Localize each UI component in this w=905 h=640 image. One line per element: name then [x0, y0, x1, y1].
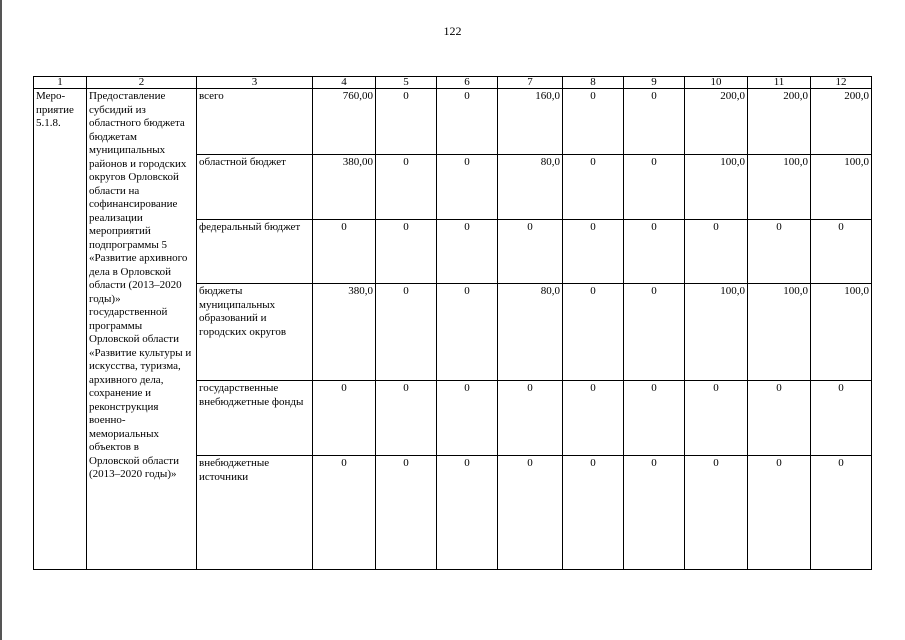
budget-table	[33, 76, 872, 570]
value-cell: 0	[811, 381, 872, 456]
header-cell: 10	[685, 77, 748, 89]
value-cell: 0	[376, 89, 437, 155]
value-cell: 0	[748, 381, 811, 456]
description-line: Орловской области	[89, 333, 179, 345]
description-line: реконструкция	[89, 400, 159, 413]
description-line: искусства, туризма,	[89, 360, 181, 372]
value-cell: 0	[624, 381, 685, 456]
measure-code-line: приятие	[36, 103, 74, 116]
value-cell: 0	[313, 381, 376, 456]
description-line: (2013–2020 годы)»	[89, 468, 177, 480]
value-cell: 0	[624, 284, 685, 381]
value-cell: 0	[685, 220, 748, 284]
value-cell: 0	[376, 155, 437, 220]
value-cell: 200,0	[748, 89, 811, 155]
value-cell: 0	[498, 456, 563, 570]
description-line: дела в Орловской	[89, 265, 172, 278]
description-line: реализации	[89, 211, 143, 224]
description-line: программы	[89, 319, 143, 332]
value-cell: 0	[376, 220, 437, 284]
funding-source-cell: всего	[197, 89, 313, 155]
funding-source-cell: бюджеты муниципальных образований и городских округов	[197, 284, 313, 381]
value-cell: 0	[685, 381, 748, 456]
description-line: районов и городских	[89, 157, 187, 170]
value-cell: 100,0	[811, 155, 872, 220]
value-cell: 200,0	[685, 89, 748, 155]
description-line: мемориальных	[89, 427, 159, 440]
description-line: Предоставление	[89, 90, 166, 102]
value-cell: 0	[748, 220, 811, 284]
description-line: военно-	[89, 414, 126, 426]
value-cell: 380,0	[313, 284, 376, 381]
header-cell: 1	[34, 77, 87, 89]
value-cell: 0	[563, 284, 624, 381]
description-line: архивного дела,	[89, 373, 164, 386]
value-cell: 0	[313, 456, 376, 570]
value-cell: 100,0	[748, 284, 811, 381]
description-line: годы)»	[89, 292, 121, 305]
value-cell: 80,0	[498, 284, 563, 381]
description-line: «Развитие культуры и	[89, 346, 192, 359]
funding-source-cell: областной бюджет	[197, 155, 313, 220]
value-cell: 100,0	[685, 284, 748, 381]
table-row	[34, 89, 872, 155]
value-cell: 160,0	[498, 89, 563, 155]
measure-code-cell	[34, 89, 87, 570]
value-cell: 0	[437, 89, 498, 155]
description-line: мероприятий	[89, 225, 151, 237]
description-line: объектов в	[89, 441, 139, 453]
value-cell: 380,00	[313, 155, 376, 220]
value-cell: 0	[811, 220, 872, 284]
funding-source-cell: государственные внебюджетные фонды	[197, 381, 313, 456]
description-line: сохранение и	[89, 387, 152, 399]
measure-code-line: 5.1.8.	[36, 117, 61, 129]
value-cell: 0	[685, 456, 748, 570]
header-cell: 12	[811, 77, 872, 89]
value-cell: 100,0	[685, 155, 748, 220]
description-line: Орловской области	[89, 454, 179, 467]
value-cell: 760,00	[313, 89, 376, 155]
description-line: округов Орловской	[89, 171, 179, 183]
description-line: областного бюджета	[89, 117, 185, 129]
description-line: области на	[89, 184, 140, 197]
value-cell: 0	[437, 284, 498, 381]
header-cell: 5	[376, 77, 437, 89]
header-cell: 4	[313, 77, 376, 89]
description-line: подпрограммы 5	[89, 238, 168, 251]
description-line: бюджетам	[89, 130, 137, 143]
description-line: области (2013–2020	[89, 279, 182, 291]
value-cell: 0	[624, 456, 685, 570]
measure-description-cell	[87, 89, 197, 570]
value-cell: 0	[563, 220, 624, 284]
value-cell: 0	[811, 456, 872, 570]
measure-code-line: Меро-	[36, 90, 66, 102]
description-line: субсидий из	[89, 103, 146, 116]
header-cell: 6	[437, 77, 498, 89]
header-cell: 9	[624, 77, 685, 89]
value-cell: 0	[498, 220, 563, 284]
value-cell: 0	[624, 220, 685, 284]
funding-source-cell: внебюджетные источники	[197, 456, 313, 570]
table-header-row	[34, 77, 872, 89]
value-cell: 0	[376, 456, 437, 570]
header-cell: 3	[197, 77, 313, 89]
value-cell: 0	[376, 381, 437, 456]
value-cell: 0	[376, 284, 437, 381]
value-cell: 0	[437, 456, 498, 570]
value-cell: 80,0	[498, 155, 563, 220]
description-line: «Развитие архивного	[89, 252, 188, 264]
header-cell: 11	[748, 77, 811, 89]
value-cell: 0	[563, 381, 624, 456]
value-cell: 0	[437, 220, 498, 284]
description-line: софинансирование	[89, 198, 178, 210]
value-cell: 0	[563, 155, 624, 220]
value-cell: 0	[748, 456, 811, 570]
value-cell: 200,0	[811, 89, 872, 155]
header-cell: 7	[498, 77, 563, 89]
header-cell: 2	[87, 77, 197, 89]
value-cell: 0	[624, 155, 685, 220]
page-left-border	[0, 0, 2, 640]
value-cell: 0	[437, 381, 498, 456]
value-cell: 0	[563, 456, 624, 570]
funding-source-cell: федеральный бюджет	[197, 220, 313, 284]
page-number: 122	[443, 24, 462, 38]
value-cell: 0	[624, 89, 685, 155]
value-cell: 0	[313, 220, 376, 284]
value-cell: 0	[563, 89, 624, 155]
description-line: муниципальных	[89, 144, 166, 156]
value-cell: 0	[498, 381, 563, 456]
value-cell: 100,0	[748, 155, 811, 220]
description-line: государственной	[89, 306, 168, 318]
value-cell: 0	[437, 155, 498, 220]
header-cell: 8	[563, 77, 624, 89]
value-cell: 100,0	[811, 284, 872, 381]
